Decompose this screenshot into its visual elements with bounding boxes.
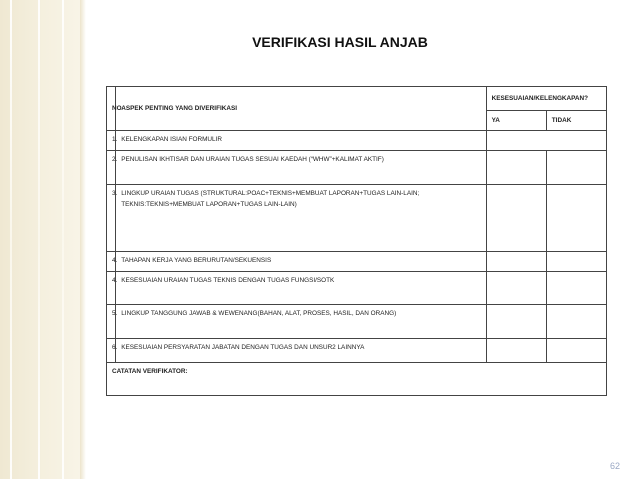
row-number: 1. [107, 131, 116, 151]
row-number: 2. [107, 151, 116, 185]
header-kesesuaian: KESESUAIAN/KELENGKAPAN? [486, 87, 606, 111]
row-number: 6. [107, 339, 116, 363]
row-number: 4. [107, 272, 116, 305]
row-number: 3. [107, 185, 116, 252]
row-aspek: TAHAPAN KERJA YANG BERURUTAN/SEKUENSIS [116, 252, 486, 272]
row-ya-cell[interactable] [486, 151, 546, 185]
table-row [107, 305, 607, 339]
table-row [107, 151, 607, 185]
row-ya-cell[interactable] [486, 272, 546, 305]
row-tidak-cell[interactable] [546, 305, 606, 339]
row-aspek: LINGKUP URAIAN TUGAS (STRUKTURAL:POAC+TEKNIS+MEMBUAT LAPORAN+TUGAS LAIN-LAIN; TEKNIS:TEKNIS+MEMBUAT LAPORAN+TUGAS LAIN-LAIN) [116, 185, 486, 252]
table-row [107, 252, 607, 272]
table-row [107, 339, 607, 363]
header-aspek: ASPEK PENTING YANG DIVERIFIKASI [116, 87, 486, 131]
row-ya-cell[interactable] [486, 305, 546, 339]
row-aspek: LINGKUP TANGGUNG JAWAB & WEWENANG(BAHAN, ALAT, PROSES, HASIL, DAN ORANG) [116, 305, 486, 339]
row-ya-cell[interactable] [486, 252, 546, 272]
decorative-stripe [10, 0, 12, 479]
decorative-stripe [38, 0, 40, 479]
slide-number: 62 [609, 461, 620, 471]
row-aspek: KESESUAIAN PERSYARATAN JABATAN DENGAN TUGAS DAN UNSUR2 LAINNYA [116, 339, 486, 363]
row-aspek: KESESUAIAN URAIAN TUGAS TEKNIS DENGAN TUGAS FUNGSI/SOTK [116, 272, 486, 305]
verification-table [106, 86, 607, 396]
decorative-side-edge [80, 0, 86, 479]
row-ya-cell[interactable] [486, 185, 546, 252]
row-tidak-cell[interactable] [546, 272, 606, 305]
table-row [107, 272, 607, 305]
table-footer-row [107, 363, 607, 396]
header-tidak: TIDAK [546, 111, 606, 131]
row-aspek: PENULISAN IKHTISAR DAN URAIAN TUGAS SESUAI KAEDAH (“WHW”+KALIMAT AKTIF) [116, 151, 486, 185]
table-row [107, 185, 607, 252]
row-ya-cell[interactable] [486, 339, 546, 363]
row-number: 4. [107, 252, 116, 272]
row-check-cell[interactable] [486, 131, 606, 151]
verifier-notes[interactable]: CATATAN VERIFIKATOR: [107, 363, 607, 396]
header-ya: YA [486, 111, 546, 131]
slide-title: VERIFIKASI HASIL ANJAB [252, 34, 428, 50]
table-header-row [107, 87, 607, 111]
row-number: 5. [107, 305, 116, 339]
row-tidak-cell[interactable] [546, 339, 606, 363]
decorative-side-panel [0, 0, 80, 479]
row-tidak-cell[interactable] [546, 252, 606, 272]
row-tidak-cell[interactable] [546, 185, 606, 252]
header-no: NO [107, 87, 116, 131]
row-aspek: KELENGKAPAN ISIAN FORMULIR [116, 131, 486, 151]
decorative-stripe [62, 0, 64, 479]
table-row [107, 131, 607, 151]
row-tidak-cell[interactable] [546, 151, 606, 185]
